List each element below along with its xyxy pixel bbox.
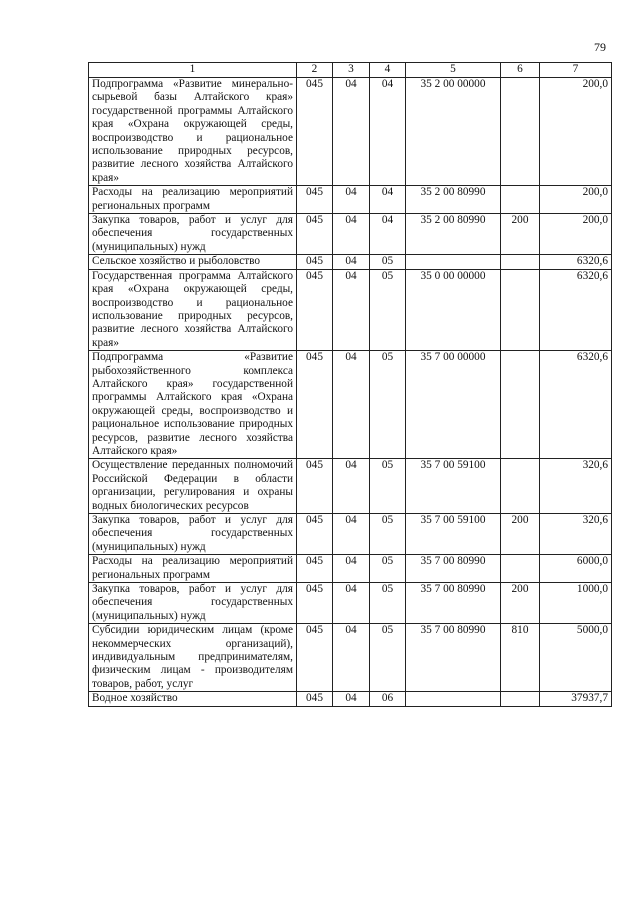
row-expense-type: [501, 692, 540, 706]
row-subsection: 05: [370, 583, 406, 624]
row-amount: 6000,0: [540, 555, 612, 583]
row-expense-type: [501, 351, 540, 459]
row-section: 04: [333, 255, 370, 269]
row-section: 04: [333, 351, 370, 459]
row-target-article: 35 7 00 59100: [406, 514, 501, 555]
row-amount: 200,0: [540, 214, 612, 255]
row-amount: 200,0: [540, 78, 612, 186]
table-row: [89, 186, 612, 214]
row-target-article: 35 7 00 80990: [406, 583, 501, 624]
row-expense-type: [501, 255, 540, 269]
row-name: Расходы на реализацию мероприятий региональных программ: [89, 186, 297, 214]
table-row: [89, 459, 612, 514]
row-name: Водное хозяйство: [89, 692, 297, 706]
page-number: 79: [594, 40, 606, 54]
row-name: Закупка товаров, работ и услуг для обеспечения государственных (муниципальных) нужд: [89, 214, 297, 255]
row-expense-type: 200: [501, 583, 540, 624]
row-expense-type: 200: [501, 214, 540, 255]
row-name: Осуществление переданных полномочий Российской Федерации в области организации, регулирования и охраны водных биологических ресурсов: [89, 459, 297, 514]
row-section: 04: [333, 78, 370, 186]
header-cell-2: 2: [297, 63, 333, 78]
row-subsection: 05: [370, 459, 406, 514]
row-amount: 320,6: [540, 459, 612, 514]
row-amount: 6320,6: [540, 255, 612, 269]
row-name: Расходы на реализацию мероприятий региональных программ: [89, 555, 297, 583]
header-cell-1: 1: [89, 63, 297, 78]
row-amount: 5000,0: [540, 624, 612, 692]
table-row: [89, 514, 612, 555]
row-expense-type: 810: [501, 624, 540, 692]
row-code-admin: 045: [297, 214, 333, 255]
header-cell-5: 5: [406, 63, 501, 78]
table-row: [89, 78, 612, 186]
row-subsection: 06: [370, 692, 406, 706]
row-code-admin: 045: [297, 459, 333, 514]
row-code-admin: 045: [297, 624, 333, 692]
row-expense-type: [501, 555, 540, 583]
row-section: 04: [333, 214, 370, 255]
row-section: 04: [333, 624, 370, 692]
row-target-article: 35 7 00 59100: [406, 459, 501, 514]
row-target-article: 35 2 00 80990: [406, 186, 501, 214]
row-code-admin: 045: [297, 555, 333, 583]
row-expense-type: [501, 459, 540, 514]
row-subsection: 05: [370, 624, 406, 692]
row-section: 04: [333, 514, 370, 555]
row-name: Субсидии юридическим лицам (кроме некоммерческих организаций), индивидуальным предпринимателям, физическим лицам - производителям товаров, работ, услуг: [89, 624, 297, 692]
header-cell-4: 4: [370, 63, 406, 78]
row-section: 04: [333, 692, 370, 706]
row-amount: 1000,0: [540, 583, 612, 624]
row-name: Сельское хозяйство и рыболовство: [89, 255, 297, 269]
row-subsection: 05: [370, 351, 406, 459]
row-expense-type: [501, 269, 540, 350]
row-code-admin: 045: [297, 78, 333, 186]
row-target-article: 35 7 00 00000: [406, 351, 501, 459]
row-code-admin: 045: [297, 186, 333, 214]
row-code-admin: 045: [297, 583, 333, 624]
table-row: [89, 214, 612, 255]
row-subsection: 04: [370, 186, 406, 214]
row-name: Подпрограмма «Развитие рыбохозяйственного комплекса Алтайского края» государственной программы Алтайского края «Охрана окружающей среды, воспроизводство и рациональное использование природных ресурсов, развитие лесного хозяйства Алтайского края»: [89, 351, 297, 459]
row-amount: 320,6: [540, 514, 612, 555]
row-amount: 200,0: [540, 186, 612, 214]
row-subsection: 05: [370, 514, 406, 555]
table-row: [89, 692, 612, 706]
table-row: [89, 555, 612, 583]
table-row: [89, 351, 612, 459]
row-code-admin: 045: [297, 255, 333, 269]
row-target-article: [406, 692, 501, 706]
row-target-article: 35 2 00 00000: [406, 78, 501, 186]
table-row: [89, 583, 612, 624]
row-section: 04: [333, 269, 370, 350]
row-code-admin: 045: [297, 269, 333, 350]
table-row: [89, 269, 612, 350]
row-name: Закупка товаров, работ и услуг для обеспечения государственных (муниципальных) нужд: [89, 514, 297, 555]
header-cell-3: 3: [333, 63, 370, 78]
row-section: 04: [333, 583, 370, 624]
row-code-admin: 045: [297, 514, 333, 555]
row-subsection: 04: [370, 78, 406, 186]
row-section: 04: [333, 555, 370, 583]
header-cell-7: 7: [540, 63, 612, 78]
row-target-article: 35 7 00 80990: [406, 624, 501, 692]
row-subsection: 05: [370, 269, 406, 350]
table-row: [89, 255, 612, 269]
row-target-article: 35 7 00 80990: [406, 555, 501, 583]
row-section: 04: [333, 459, 370, 514]
row-code-admin: 045: [297, 351, 333, 459]
row-amount: 37937,7: [540, 692, 612, 706]
row-section: 04: [333, 186, 370, 214]
row-expense-type: [501, 186, 540, 214]
table-row: [89, 624, 612, 692]
row-subsection: 04: [370, 214, 406, 255]
row-subsection: 05: [370, 555, 406, 583]
row-expense-type: 200: [501, 514, 540, 555]
row-name: Закупка товаров, работ и услуг для обеспечения государственных (муниципальных) нужд: [89, 583, 297, 624]
row-name: Подпрограмма «Развитие минерально-сырьевой базы Алтайского края» государственной программы Алтайского края «Охрана окружающей среды, воспроизводство и рациональное использование природных ресурсов, развитие лесного хозяйства Алтайского края»: [89, 78, 297, 186]
row-name: Государственная программа Алтайского края «Охрана окружающей среды, воспроизводство и рациональное использование природных ресурсов, развитие лесного хозяйства Алтайского края»: [89, 269, 297, 350]
row-code-admin: 045: [297, 692, 333, 706]
row-target-article: 35 2 00 80990: [406, 214, 501, 255]
header-cell-6: 6: [501, 63, 540, 78]
row-amount: 6320,6: [540, 351, 612, 459]
budget-table: [88, 62, 612, 707]
row-expense-type: [501, 78, 540, 186]
row-amount: 6320,6: [540, 269, 612, 350]
row-target-article: 35 0 00 00000: [406, 269, 501, 350]
header-row: [89, 63, 612, 78]
row-subsection: 05: [370, 255, 406, 269]
row-target-article: [406, 255, 501, 269]
